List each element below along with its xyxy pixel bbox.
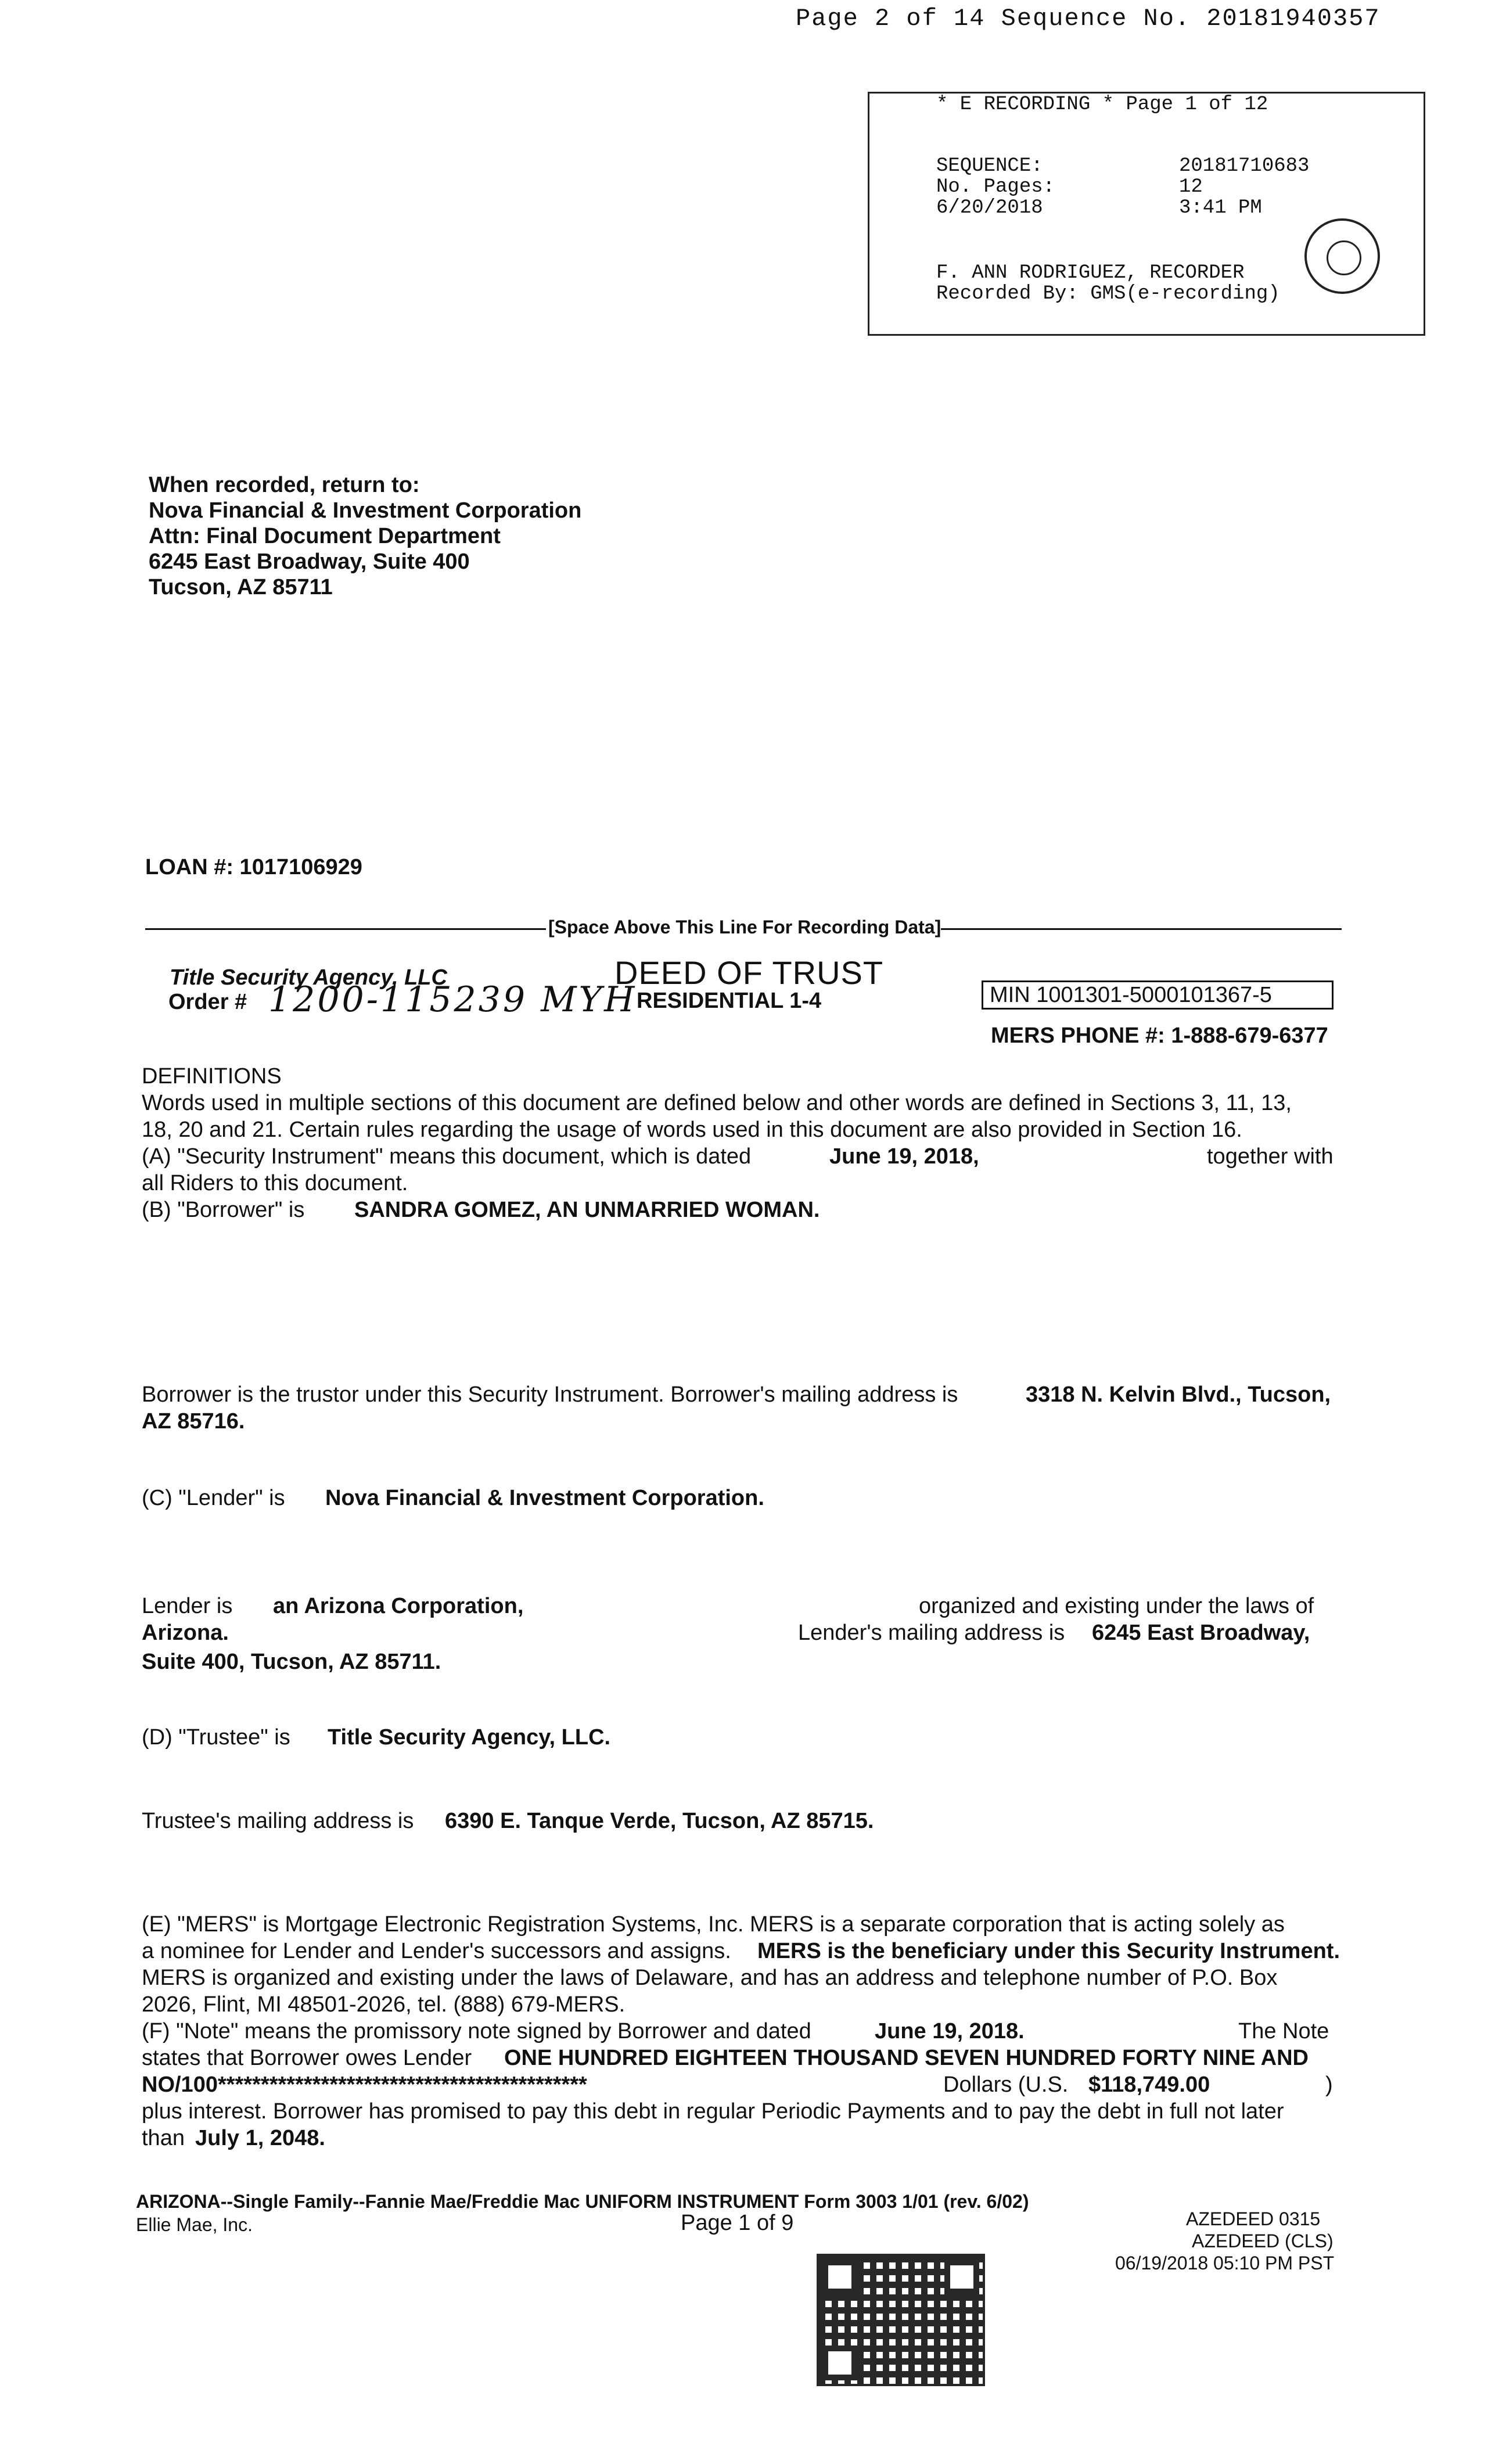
def-f-line-2: states that Borrower owes Lender [142,2046,472,2070]
def-e-line-1: (E) "MERS" is Mortgage Electronic Registration Systems, Inc. MERS is a separate corporation that is acting solely as [142,1912,1285,1937]
definitions-intro-1: Words used in multiple sections of this document are defined below and other words are defined in Sections 3, 11, 13, [142,1091,1292,1115]
def-b-borrower: SANDRA GOMEZ, AN UNMARRIED WOMAN. [354,1198,820,1222]
stamp-recorded-by: Recorded By: GMS(e-recording) [936,283,1280,305]
def-d-label: (D) "Trustee" is [142,1725,290,1750]
def-a-riders: all Riders to this document. [142,1171,408,1195]
def-a-text: (A) "Security Instrument" means this document, which is dated [142,1144,752,1169]
def-f-line-3: NO/100******************************************* [142,2073,587,2097]
stamp-sequence-value: 20181710683 [1179,155,1310,177]
footer-code-1: AZEDEED 0315 [1186,2208,1321,2229]
def-d-trustee: Title Security Agency, LLC. [328,1725,611,1750]
stamp-date: 6/20/2018 [936,197,1043,219]
def-c-mailing-address-2: Suite 400, Tucson, AZ 85711. [142,1650,441,1674]
recording-rule-right [941,928,1342,930]
def-b-mailing-address: 3318 N. Kelvin Blvd., Tucson, [1026,1382,1331,1407]
def-c-lender: Nova Financial & Investment Corporation. [325,1486,764,1510]
return-to-line-1: When recorded, return to: [149,473,420,497]
def-c-mailing-label: Lender's mailing address is [798,1621,1065,1645]
def-a-together: together with [1207,1144,1334,1169]
def-b-mailing-text: Borrower is the trustor under this Security Instrument. Borrower's mailing address is [142,1382,958,1407]
def-f-the-note: The Note [1238,2019,1329,2043]
definitions-intro-2: 18, 20 and 21. Certain rules regarding the usage of words used in this document are also provided in Section 16. [142,1118,1242,1142]
def-e-line-3: MERS is organized and existing under the laws of Delaware, and has an address and telephone number of P.O. Box [142,1966,1278,1990]
def-f-line-1: (F) "Note" means the promissory note signed by Borrower and dated [142,2019,811,2043]
stamp-pages-label: No. Pages: [936,176,1055,198]
def-e-line-2b: MERS is the beneficiary under this Security Instrument. [757,1939,1340,1963]
def-c-corporation: an Arizona Corporation, [273,1594,524,1618]
def-e-line-2a: a nominee for Lender and Lender's successors and assigns. [142,1939,731,1963]
def-f-line-5-date: July 1, 2048. [195,2126,325,2150]
county-recorder-seal-icon [1304,218,1380,294]
recording-rule-left [145,928,546,930]
def-f-amount: $118,749.00 [1088,2073,1210,2097]
definitions-heading: DEFINITIONS [142,1064,282,1089]
stamp-sequence-label: SEQUENCE: [936,155,1043,177]
space-above-label: [Space Above This Line For Recording Data] [548,917,941,938]
def-b-label: (B) "Borrower" is [142,1198,305,1222]
order-label: Order # [168,990,247,1014]
def-f-line-4: plus interest. Borrower has promised to pay this debt in regular Periodic Payments and to pay the debt in full not later [142,2099,1284,2124]
footer-vendor: Ellie Mae, Inc. [136,2214,253,2235]
document-title: DEED OF TRUST [614,954,884,991]
mers-phone: MERS PHONE #: 1-888-679-6377 [991,1023,1328,1048]
def-a-date: June 19, 2018, [829,1144,979,1169]
min-number: MIN 1001301-5000101367-5 [990,983,1272,1007]
footer-form-name: ARIZONA--Single Family--Fannie Mae/Freddie Mac UNIFORM INSTRUMENT Form 3003 1/01 (rev. 6/02) [136,2191,1029,2212]
footer-page-number: Page 1 of 9 [681,2211,794,2235]
stamp-pages-value: 12 [1179,176,1203,198]
footer-timestamp: 06/19/2018 05:10 PM PST [1115,2253,1335,2273]
def-b-mailing-address-2: AZ 85716. [142,1409,245,1434]
title-agency-stamp: Title Security Agency, LLC [170,965,447,990]
def-f-paren: ) [1325,2073,1333,2097]
return-to-line-5: Tucson, AZ 85711 [149,575,333,599]
return-to-line-4: 6245 East Broadway, Suite 400 [149,549,470,574]
def-d-mailing-address: 6390 E. Tanque Verde, Tucson, AZ 85715. [445,1809,874,1833]
loan-number: LOAN #: 1017106929 [145,855,362,879]
def-e-line-4: 2026, Flint, MI 48501-2026, tel. (888) 679-MERS. [142,1992,626,2017]
stamp-time: 3:41 PM [1179,197,1262,219]
barcode-icon [817,2254,985,2386]
def-f-dollars-label: Dollars (U.S. [943,2073,1069,2097]
def-f-line-5-label: than [142,2126,185,2150]
order-handwritten-number: 1200-115239 MYH [268,979,637,1020]
def-d-mailing-label: Trustee's mailing address is [142,1809,414,1833]
page-sequence-header: Page 2 of 14 Sequence No. 20181940357 [796,5,1381,33]
footer-code-2: AZEDEED (CLS) [1192,2230,1334,2251]
stamp-top-line: * E RECORDING * Page 1 of 12 [936,94,1268,116]
def-c-organized: organized and existing under the laws of [919,1594,1314,1618]
def-c-mailing-address: 6245 East Broadway, [1092,1621,1310,1645]
def-c-state: Arizona. [142,1621,229,1645]
def-c-lender-is: Lender is [142,1594,233,1618]
def-f-amount-words: ONE HUNDRED EIGHTEEN THOUSAND SEVEN HUNDRED FORTY NINE AND [504,2046,1309,2070]
return-to-line-2: Nova Financial & Investment Corporation [149,498,582,523]
document-subtitle: RESIDENTIAL 1-4 [637,989,822,1013]
def-c-label: (C) "Lender" is [142,1486,285,1510]
def-f-date: June 19, 2018. [875,2019,1025,2043]
stamp-recorder: F. ANN RODRIGUEZ, RECORDER [936,262,1245,284]
return-to-line-3: Attn: Final Document Department [149,524,501,548]
